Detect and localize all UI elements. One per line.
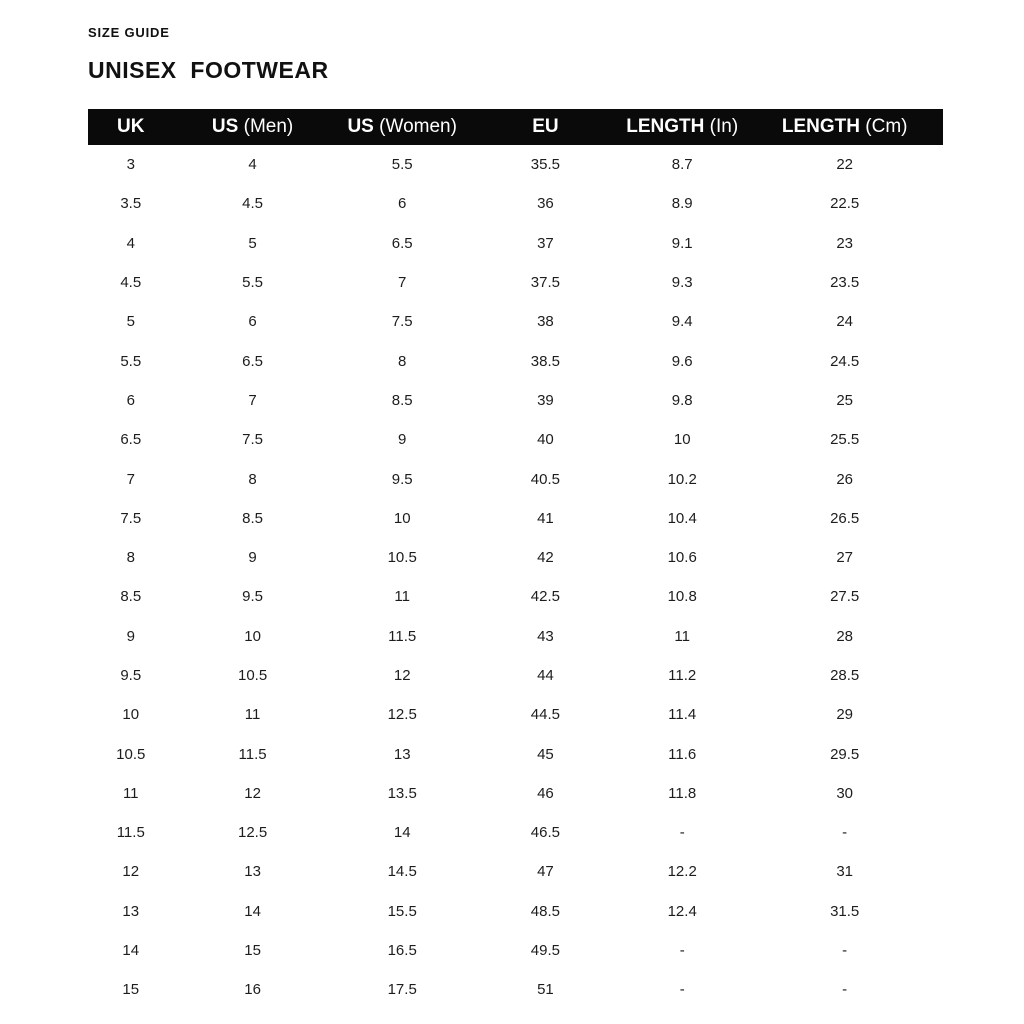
table-cell: 10 [393,509,411,527]
table-row [88,459,943,498]
table-cell: 8 [126,549,135,567]
table-cell: 23 [836,234,853,252]
table-row [88,224,943,263]
table-cell: 29 [836,706,853,724]
table-cell: 10.6 [667,549,697,567]
col-header-length-cm-normal: (Cm) [865,116,908,137]
table-cell: 9.3 [671,274,693,292]
table-cell: 31 [836,863,853,881]
table-cell: 8.9 [671,195,693,213]
table-row [88,499,943,538]
table-cell: 11.5 [116,824,145,842]
table-cell: 17.5 [387,981,417,999]
size-table-body [88,145,943,1010]
table-row [88,892,943,931]
col-header-eu [473,109,618,145]
table-cell: 15.5 [387,902,417,920]
table-cell: 10 [122,706,140,724]
table-cell: 22.5 [830,195,860,213]
table-cell: 12 [244,784,261,802]
table-cell: 11.5 [238,745,267,763]
table-cell: 5.5 [391,156,413,174]
table-cell: 10.8 [667,588,697,606]
table-cell: 49.5 [530,942,560,960]
table-cell: 9.6 [671,352,693,370]
table-cell: 7.5 [242,431,264,449]
table-cell: 39 [537,391,554,409]
table-row [88,420,943,459]
table-cell: 8.7 [671,156,693,174]
table-cell: 42.5 [530,588,560,606]
table-cell: 4.5 [242,195,264,213]
table-cell: 3.5 [120,195,142,213]
table-cell: 7 [248,391,257,409]
table-cell: 38 [537,313,554,331]
table-row [88,184,943,223]
table-row [88,538,943,577]
table-cell: 22 [836,156,853,174]
table-cell: 41 [537,509,554,527]
table-cell: 26.5 [830,509,860,527]
table-row [88,617,943,656]
table-cell: 11 [122,784,139,802]
table-cell: 14 [244,902,261,920]
table-row [88,263,943,302]
table-cell: - [842,824,848,842]
table-cell: 51 [537,981,554,999]
table-cell: 25 [836,391,853,409]
table-cell: 28 [836,627,853,645]
table-cell: 37.5 [530,274,560,292]
table-cell: 6 [126,391,135,409]
table-cell: 14 [122,942,140,960]
table-row [88,695,943,734]
table-cell: 6 [398,195,407,213]
table-cell: 10 [244,627,261,645]
table-cell: 37 [537,234,554,252]
table-cell: 11 [244,706,261,724]
table-cell: 4 [248,156,257,174]
size-table-header [88,109,943,145]
table-cell: 8 [398,352,407,370]
col-header-us-women [332,109,473,145]
table-cell: 9.1 [671,234,693,252]
table-row [88,931,943,970]
table-row [88,813,943,852]
table-cell: 9.5 [120,667,142,684]
table-cell: 43 [537,627,554,645]
table-cell: 27.5 [830,588,860,606]
table-cell: 46.5 [530,824,560,842]
col-header-us-women-normal: (Women) [379,116,457,137]
table-cell: 6.5 [391,234,413,252]
table-cell: 8.5 [391,391,413,409]
table-cell: 9.5 [242,588,264,606]
table-row [88,734,943,773]
table-row [88,970,943,1009]
table-cell: 10 [673,431,691,449]
table-cell: 36 [537,195,554,213]
table-cell: 10.4 [667,509,697,527]
table-cell: 16 [244,981,261,999]
col-header-uk [88,109,174,145]
table-cell: 26 [836,470,853,488]
table-cell: 24 [836,313,853,331]
table-cell: 11.2 [668,667,697,684]
table-cell: 11.8 [668,784,697,802]
header-row [88,109,943,145]
table-row [88,577,943,616]
table-cell: 25.5 [830,431,860,449]
table-cell: 47 [537,863,554,881]
table-cell: 5.5 [120,352,142,370]
table-cell: 9 [126,627,135,645]
table-cell: 40.5 [530,470,560,488]
table-cell: 40 [537,431,554,449]
table-cell: 9 [248,549,257,567]
table-cell: 7.5 [391,313,413,331]
table-row [88,774,943,813]
col-header-length-cm [746,109,943,145]
table-row [88,302,943,341]
table-cell: 12.2 [667,863,697,881]
table-cell: 16.5 [387,942,417,960]
size-guide-eyebrow: SIZE GUIDE [88,25,170,40]
col-header-eu-bold: EU [532,116,559,137]
table-cell: 14.5 [387,863,417,881]
table-cell: 12 [122,863,140,881]
table-cell: 42 [537,549,554,567]
table-cell: 13 [122,902,140,920]
table-cell: - [842,981,848,999]
size-guide-content [88,25,943,1010]
table-cell: 13.5 [387,784,417,802]
table-cell: 7 [398,274,407,292]
table-cell: 7.5 [120,509,142,527]
table-row [88,852,943,891]
table-cell: 10.5 [387,549,417,567]
table-row [88,341,943,380]
col-header-us-men-bold: US [211,116,239,137]
table-cell: 27 [836,549,853,567]
table-cell: 28.5 [830,667,860,684]
table-cell: 9.8 [671,391,693,409]
table-cell: 5 [248,234,257,252]
table-row [88,145,943,184]
table-cell: - [679,942,685,960]
table-cell: 5 [126,313,135,331]
table-cell: 10.2 [667,470,697,488]
page-title: UNISEX FOOTWEAR [88,57,329,83]
table-cell: 44.5 [530,706,560,724]
table-cell: 12.4 [667,902,697,920]
table-cell: 13 [244,863,261,881]
table-cell: 4 [126,234,135,252]
table-cell: 6 [248,313,257,331]
table-cell: 13 [393,745,411,763]
table-cell: 11.5 [388,627,417,645]
table-cell: 8 [248,470,257,488]
col-header-us-men [174,109,332,145]
table-cell: 9 [398,431,407,449]
table-cell: 10.5 [237,667,268,684]
table-cell: - [842,942,848,960]
table-cell: 7 [126,470,135,488]
table-cell: 29.5 [830,745,860,763]
col-header-length-in-bold: LENGTH [626,116,705,137]
col-header-length-in-normal: (In) [709,116,739,137]
size-table [88,109,943,1010]
table-cell: 11.6 [668,745,697,763]
table-cell: 9.4 [671,313,693,331]
table-cell: 15 [122,981,140,999]
table-cell: 11 [674,627,690,645]
table-cell: 15 [244,942,261,960]
table-cell: 6.5 [120,431,142,449]
table-cell: 11.4 [668,706,697,724]
table-cell: 45 [537,745,554,763]
table-cell: 44 [537,667,554,684]
col-header-us-men-normal: (Men) [243,116,294,137]
table-cell: 9.5 [391,470,413,488]
table-cell: 35.5 [530,156,560,174]
col-header-uk-bold: UK [117,116,145,137]
table-cell: 3 [126,156,135,174]
col-header-length-cm-bold: LENGTH [781,116,860,137]
table-row [88,381,943,420]
table-cell: 48.5 [530,902,560,920]
table-cell: 46 [537,784,554,802]
table-cell: - [679,981,685,999]
table-cell: 10.5 [116,745,146,763]
table-cell: 23.5 [830,274,860,292]
table-cell: 31.5 [830,902,860,920]
table-cell: 38.5 [530,352,560,370]
table-row [88,656,943,695]
table-cell: - [679,824,685,842]
col-header-us-women-bold: US [347,116,374,137]
table-cell: 12 [393,667,411,684]
table-cell: 14 [393,824,411,842]
table-cell: 12.5 [387,706,417,724]
table-cell: 12.5 [237,824,268,842]
table-cell: 11 [394,588,410,606]
table-cell: 6.5 [242,352,264,370]
table-cell: 4.5 [120,274,142,292]
table-cell: 8.5 [242,509,264,527]
table-cell: 30 [836,784,853,802]
table-cell: 24.5 [830,352,860,370]
col-header-length-in [618,109,746,145]
table-cell: 8.5 [120,588,142,606]
table-cell: 5.5 [242,274,264,292]
